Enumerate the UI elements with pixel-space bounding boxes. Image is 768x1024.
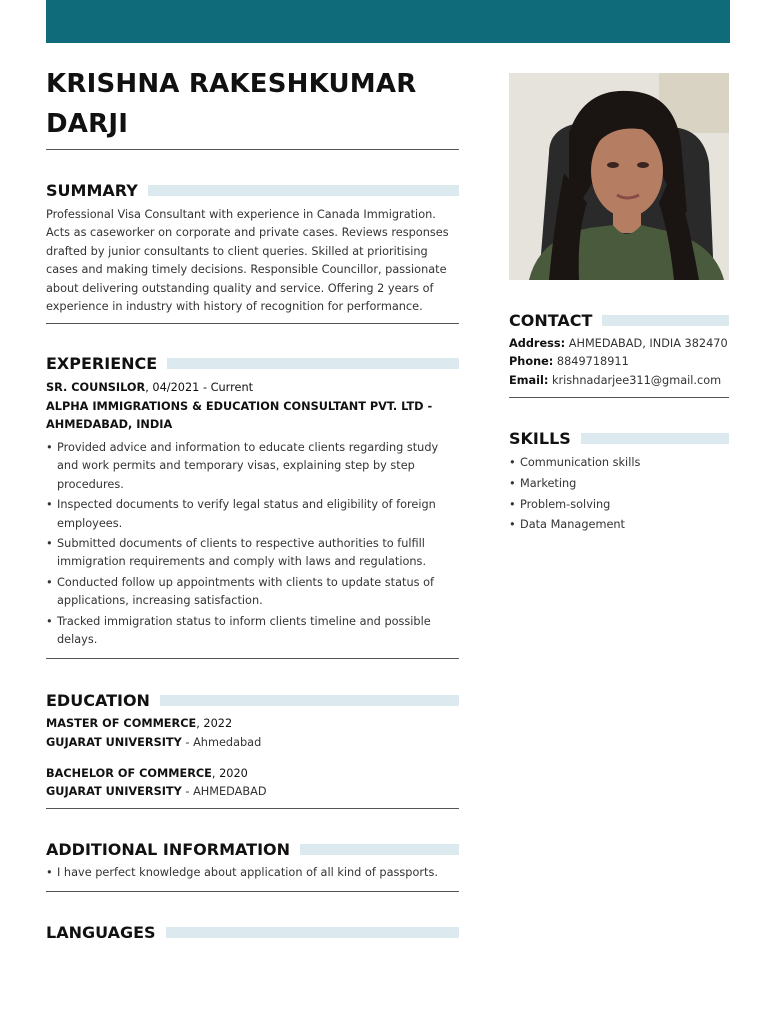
heading-band — [300, 844, 459, 855]
experience-title: EXPERIENCE — [46, 353, 158, 373]
phone-value: 8849718911 — [553, 355, 629, 368]
languages-heading — [46, 922, 459, 942]
job-title-line — [46, 379, 459, 397]
divider — [46, 323, 459, 324]
list-item: • Inspected documents to verify legal status and eligibility of foreign employees. — [46, 496, 454, 533]
education-degree-2 — [46, 765, 459, 783]
contact-phone — [509, 353, 734, 371]
email-link[interactable]: krishnadarjee311@gmail.com — [548, 374, 722, 387]
heading-band — [148, 185, 459, 196]
address-label: Address: — [509, 337, 566, 350]
additional-bullets — [46, 864, 459, 884]
email-label: Email: — [509, 374, 549, 387]
education-heading — [46, 690, 459, 710]
job-dates: , 04/2021 - Current — [145, 381, 254, 394]
candidate-name — [46, 64, 446, 144]
divider — [46, 149, 459, 150]
contact-address — [509, 335, 734, 353]
school: GUJARAT UNIVERSITY — [46, 736, 182, 749]
contact-title: CONTACT — [509, 310, 593, 330]
school-place: - Ahmedabad — [181, 736, 262, 749]
heading-band — [581, 433, 729, 444]
contact-email[interactable] — [509, 372, 734, 390]
experience-bullets — [46, 439, 454, 651]
divider — [509, 397, 729, 398]
contact-heading — [509, 310, 729, 330]
degree: BACHELOR OF COMMERCE — [46, 767, 212, 780]
skills-list — [509, 454, 729, 537]
list-item: • Data Management — [509, 516, 729, 535]
job-role: SR. COUNSILOR — [46, 381, 146, 394]
summary-title: SUMMARY — [46, 180, 138, 200]
skills-title: SKILLS — [509, 428, 571, 448]
education-degree-1 — [46, 715, 459, 733]
profile-photo-illustration — [509, 73, 729, 280]
degree-year: , 2022 — [196, 717, 233, 730]
divider — [46, 658, 459, 659]
degree-year: , 2020 — [211, 767, 248, 780]
list-item: • I have perfect knowledge about application of all kind of passports. — [46, 864, 459, 882]
divider — [46, 891, 459, 892]
summary-heading — [46, 180, 459, 200]
education-title: EDUCATION — [46, 690, 150, 710]
address-value: AHMEDABAD, INDIA 382470 — [565, 337, 728, 350]
school: GUJARAT UNIVERSITY — [46, 785, 182, 798]
header-accent-bar — [46, 0, 730, 43]
phone-label: Phone: — [509, 355, 554, 368]
company-location: AHMEDABAD, INDIA — [46, 418, 173, 431]
list-item: • Communication skills — [509, 454, 729, 473]
name-line-2: DARJI — [46, 109, 129, 139]
summary-text: Professional Visa Consultant with experience in Canada Immigration. Acts as caseworker on corporate and private cases. Reviews responses drafted by junior consultants to client queries. Skilled at prioritising cases and making timely decisions. Responsible Councillor, passionate about delivering outstanding quality and service. Offering 2 years of experience in industry with history of recognition for performance. — [46, 208, 449, 314]
degree: MASTER OF COMMERCE — [46, 717, 197, 730]
heading-band — [160, 695, 459, 706]
list-item: • Tracked immigration status to inform clients timeline and possible delays. — [46, 613, 454, 650]
education-school-2 — [46, 783, 459, 801]
heading-band — [602, 315, 729, 326]
list-item: • Problem-solving — [509, 496, 729, 515]
list-item: • Submitted documents of clients to respective authorities to fulfill immigration requirements and comply with laws and regulations. — [46, 535, 454, 572]
list-item: • Provided advice and information to educate clients regarding study and work permits and temporary visas, explaining step by step procedures. — [46, 439, 454, 494]
company-name: ALPHA IMMIGRATIONS & EDUCATION CONSULTANT PVT. LTD - — [46, 400, 433, 413]
additional-title: ADDITIONAL INFORMATION — [46, 839, 291, 859]
school-place: - AHMEDABAD — [181, 785, 267, 798]
name-line-1: KRISHNA RAKESHKUMAR — [46, 69, 417, 99]
experience-heading — [46, 353, 459, 373]
profile-photo — [509, 73, 729, 280]
education-school-1 — [46, 734, 459, 752]
languages-title: LANGUAGES — [46, 922, 156, 942]
divider — [46, 808, 459, 809]
skills-heading — [509, 428, 729, 448]
heading-band — [167, 358, 459, 369]
heading-band — [166, 927, 459, 938]
additional-heading — [46, 839, 459, 859]
list-item: • Conducted follow up appointments with clients to update status of applications, increasing satisfaction. — [46, 574, 454, 611]
list-item: • Marketing — [509, 475, 729, 494]
